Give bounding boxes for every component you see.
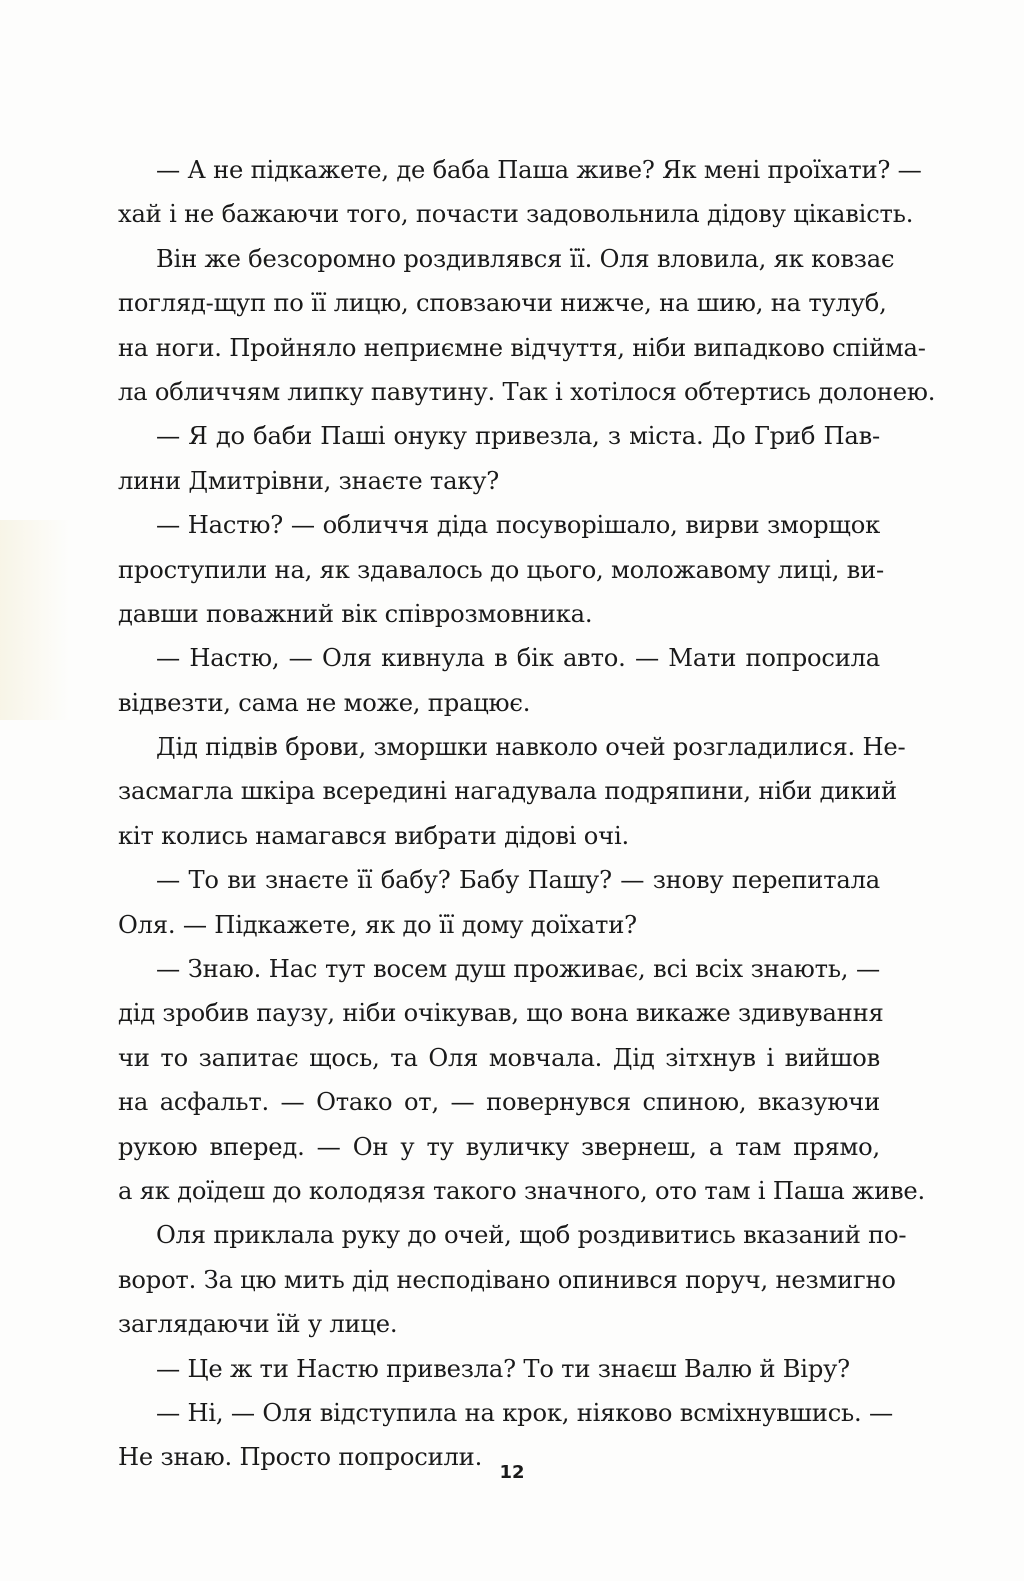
text-line: рукою вперед. — Он у ту вуличку звернеш, а там прямо, [118, 1132, 880, 1161]
text-line: — То ви знаєте її бабу? Бабу Пашу? — знову перепитала [156, 866, 880, 895]
text-line: чи то запитає щось, та Оля мовчала. Дід зітхнув і вийшов [118, 1043, 880, 1072]
body-text [118, 148, 936, 1480]
text-line: — Ні, — Оля відступила на крок, ніяково всміхнувшись. — [156, 1398, 893, 1427]
text-line: ворот. За цю мить дід несподівано опинився поруч, незмигно [118, 1265, 896, 1294]
text-line: погляд-щуп по її лицю, сповзаючи нижче, на шию, на тулуб, [118, 289, 887, 318]
text-line: хай і не бажаючи того, почасти задовольнила дідову цікавість. [118, 200, 914, 229]
text-line: — А не підкажете, де баба Паша живе? Як мені проїхати? — [156, 156, 922, 184]
text-line: а як доїдеш до колодязя такого значного, ото там і Паша живе. [118, 1176, 926, 1205]
text-line: Він же безсоромно роздивлявся її. Оля вловила, як ковзає [156, 244, 895, 273]
text-line: на ноги. Пройняло неприємне відчуття, ніби випадково спійма- [118, 333, 926, 362]
text-line: — Я до баби Паші онуку привезла, з міста. До Гриб Пав- [156, 422, 880, 451]
text-line: — Настю? — обличчя діда посуворішало, вирви зморщок [156, 511, 880, 540]
page-shadow [0, 520, 70, 720]
text-line: засмагла шкіра всередині нагадувала подряпини, ніби дикий [118, 777, 897, 806]
text-line: Дід підвів брови, зморшки навколо очей розгладилися. Не- [156, 733, 906, 762]
text-line: заглядаючи їй у лице. [118, 1310, 398, 1339]
text-line: Не знаю. Просто попросили. [118, 1443, 483, 1472]
text-line: відвезти, сама не може, працює. [118, 688, 531, 717]
text-line: на асфальт. — Отако от, — повернувся спиною, вказуючи [118, 1088, 880, 1117]
page-number: 12 [499, 1462, 525, 1483]
text-line: кіт колись намагався вибрати дідові очі. [118, 821, 629, 850]
text-line: — Знаю. Нас тут восем душ проживає, всі всіх знають, — [156, 955, 880, 984]
text-line: — Це ж ти Настю привезла? То ти знаєш Валю й Віру? [156, 1354, 850, 1383]
text-line: Оля. — Підкажете, як до її дому доїхати? [118, 910, 637, 939]
text-line: дід зробив паузу, ніби очікував, що вона викаже здивування [118, 999, 884, 1028]
text-line: — Настю, — Оля кивнула в бік авто. — Мати попросила [156, 644, 880, 673]
text-line: давши поважний вік співрозмовника. [118, 599, 593, 628]
text-line: лини Дмитрівни, знаєте таку? [118, 466, 500, 495]
text-line: ла обличчям липку павутину. Так і хотілося обтертись долонею. [118, 377, 936, 406]
text-line: проступили на, як здавалось до цього, моложавому лиці, ви- [118, 555, 884, 584]
text-line: Оля приклала руку до очей, щоб роздивитись вказаний по- [156, 1221, 907, 1250]
